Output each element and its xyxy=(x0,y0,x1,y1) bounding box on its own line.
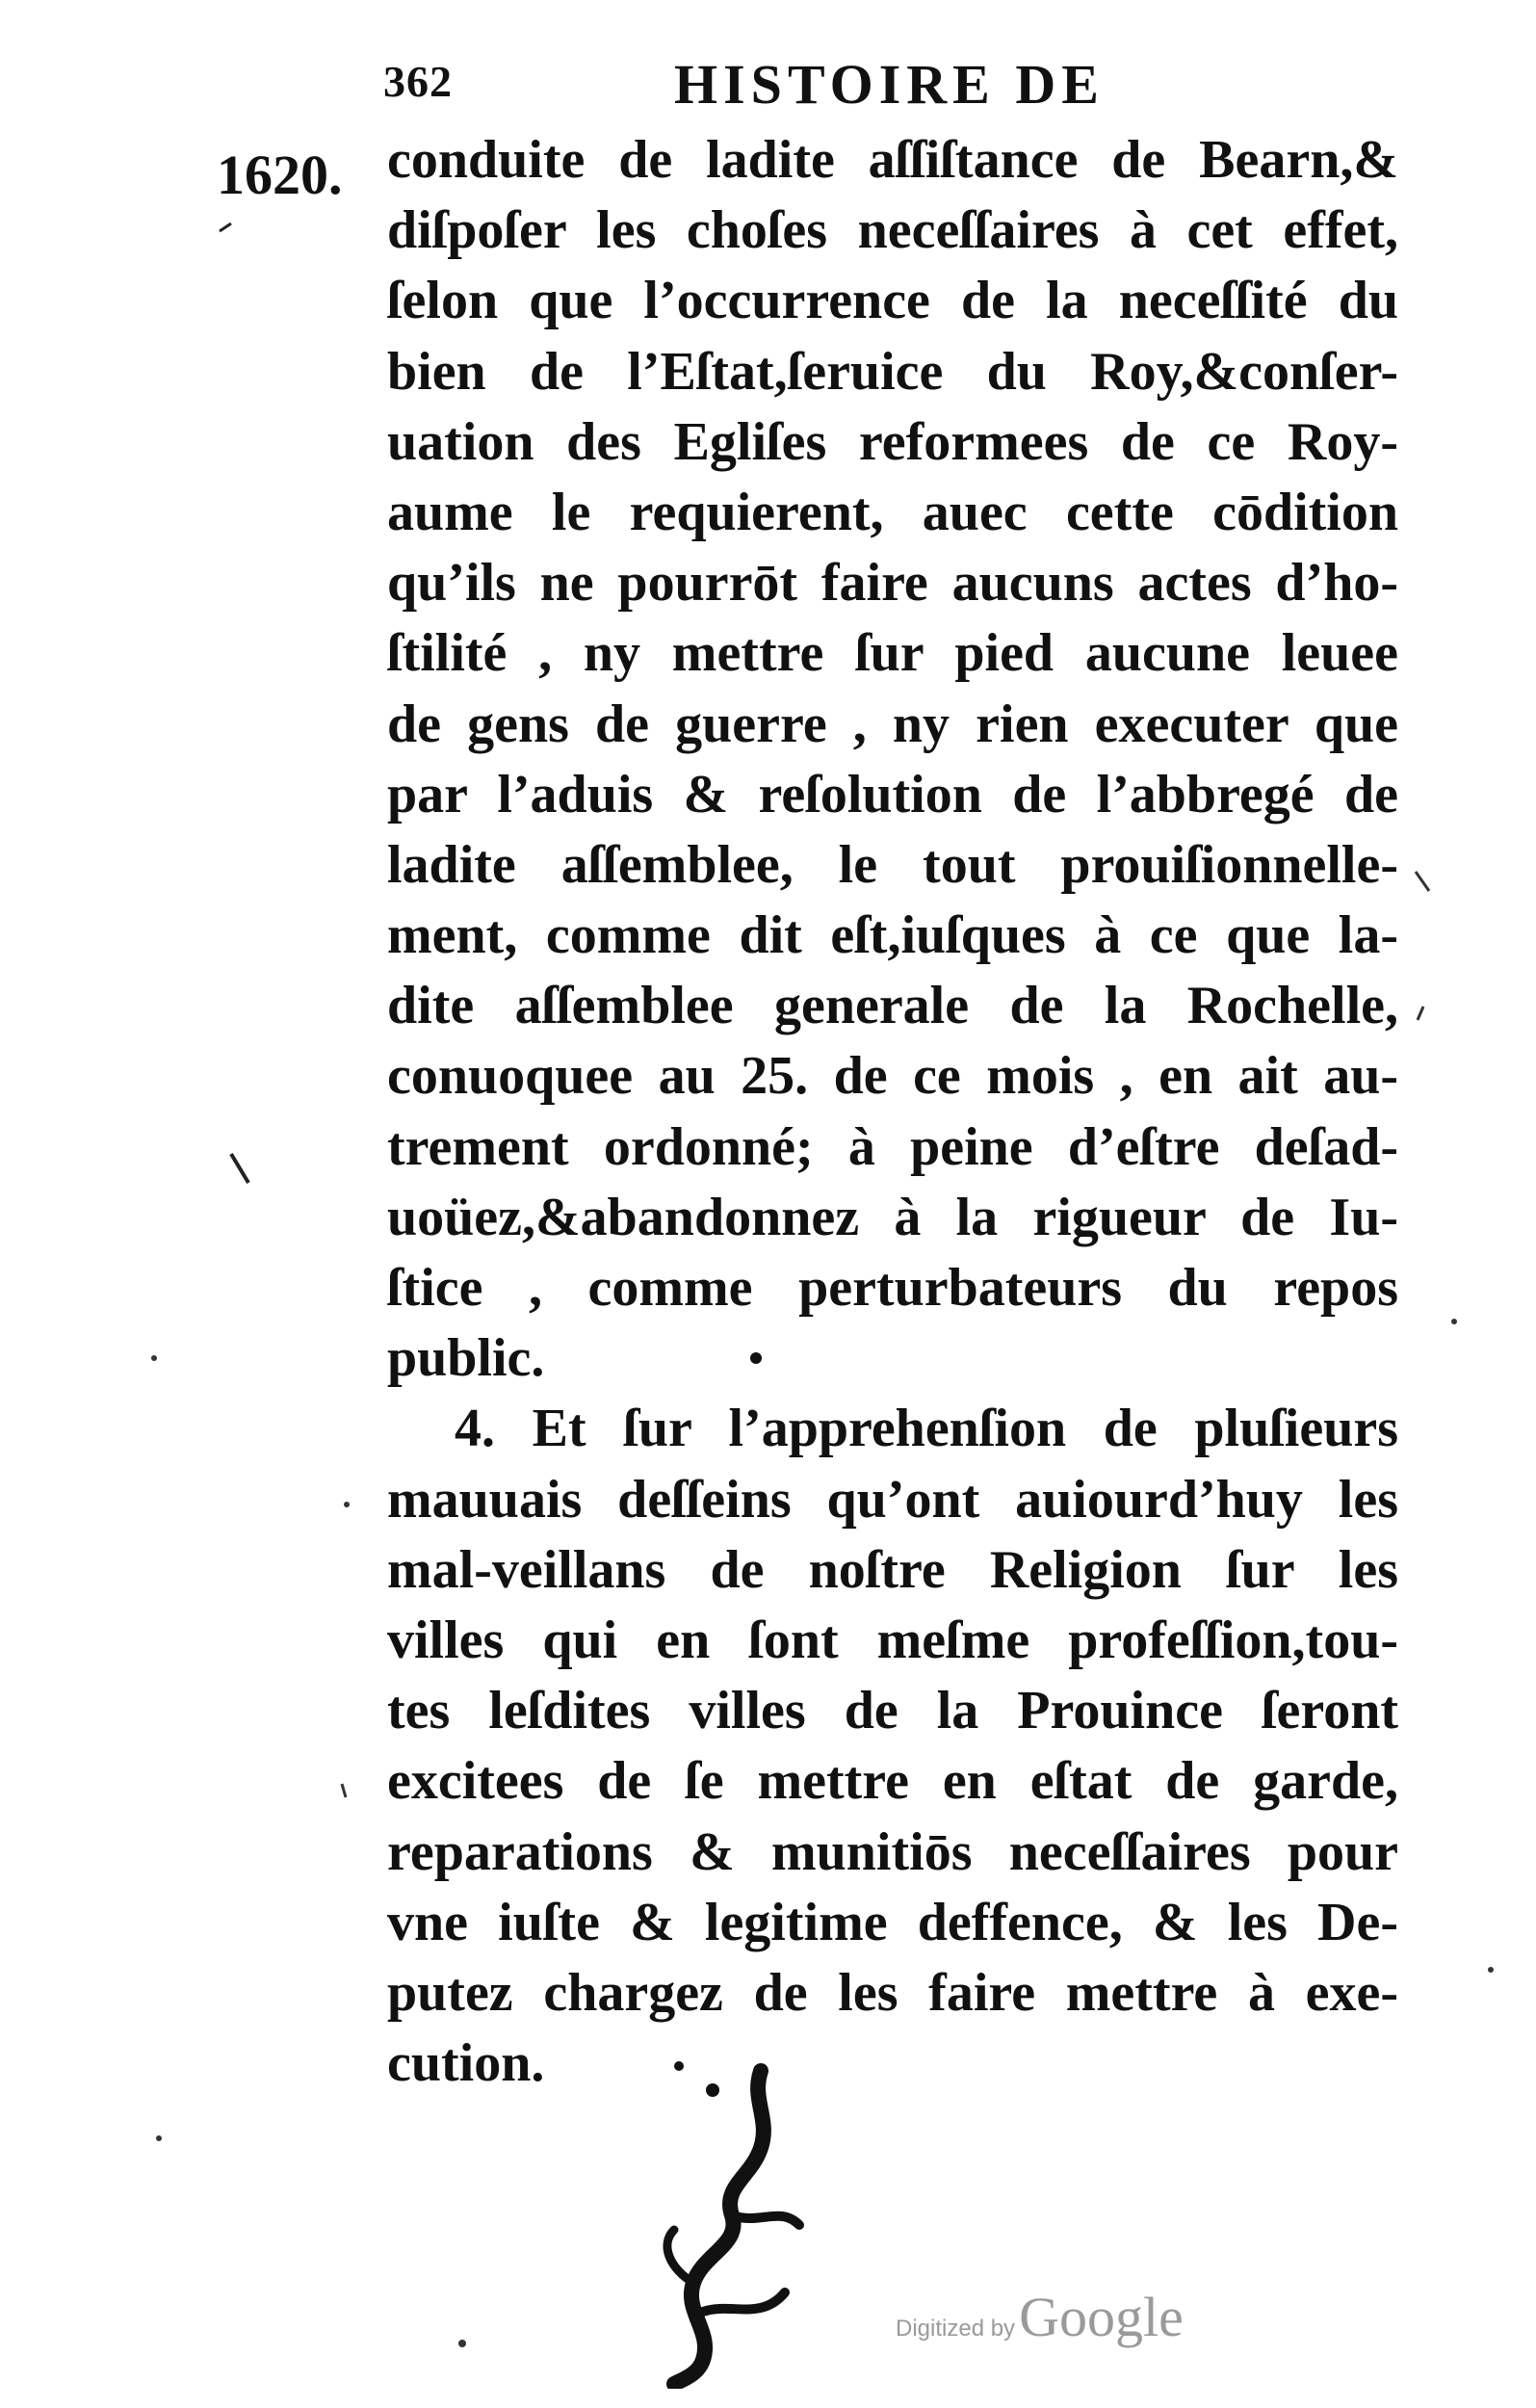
page-number: 362 xyxy=(383,57,453,106)
tail-ornament-icon xyxy=(616,2061,847,2389)
digitization-watermark xyxy=(896,2285,1184,2349)
text-line: aume le requierent, auec cette cōdition xyxy=(387,482,1398,542)
margin-year-note: 1620. xyxy=(217,144,343,206)
text-line: de gens de guerre , ny rien executer que xyxy=(387,694,1398,754)
text-line: conduite de ladite aſſiſtance de Bearn,& xyxy=(387,130,1398,190)
running-title: HISTOIRE DE xyxy=(674,53,1105,116)
text-line: ment, comme dit eſt,iuſques à ce que la- xyxy=(387,905,1398,966)
text-line: tes leſdites villes de la Prouince ſeront xyxy=(387,1681,1398,1741)
text-line: ſtilité , ny mettre ſur pied aucune leuee xyxy=(387,623,1398,684)
text-line: dite aſſemblee generale de la Rochelle, xyxy=(387,976,1398,1036)
text-line: public. xyxy=(387,1328,545,1389)
watermark-prefix: Digitized by xyxy=(896,2316,1016,2342)
text-line: trement ordonné; à peine d’eſtre deſad- xyxy=(387,1116,1398,1177)
text-line: cution. xyxy=(387,2033,545,2094)
text-line: ſtice , comme perturbateurs du repos xyxy=(387,1258,1398,1318)
text-line: mauuais deſſeins qu’ont auiourd’huy les xyxy=(387,1469,1398,1530)
text-line: putez chargez de les faire mettre à exe- xyxy=(387,1962,1398,2023)
text-line: excitees de ſe mettre en eſtat de garde, xyxy=(387,1751,1398,1812)
text-line: reparations & munitiōs neceſſaires pour xyxy=(387,1821,1398,1882)
text-line: bien de l’Eſtat,ſeruice du Roy,&conſer- xyxy=(387,341,1398,402)
paragraph-start-line: 4. Et ſur l’apprehenſion de pluſieurs xyxy=(455,1399,1398,1459)
text-line: vne iuſte & legitime deffence, & les De- xyxy=(387,1892,1398,1952)
watermark-brand: Google xyxy=(1019,2286,1184,2348)
text-line: mal-veillans de noſtre Religion ſur les xyxy=(387,1539,1398,1600)
text-line: diſpoſer les choſes neceſſaires à cet effet, xyxy=(387,200,1398,261)
text-line: ſelon que l’occurrence de la neceſſité du xyxy=(387,271,1398,331)
text-line: uation des Egliſes reformees de ce Roy- xyxy=(387,411,1398,472)
text-line: ladite aſſemblee, le tout prouiſionnelle- xyxy=(387,834,1398,895)
text-line: par l’aduis & reſolution de l’abbregé de xyxy=(387,764,1398,824)
body-text xyxy=(387,125,1398,2099)
text-line: villes qui en ſont meſme profeſſion,tou- xyxy=(387,1610,1398,1670)
text-line: qu’ils ne pourrōt faire aucuns actes d’ho- xyxy=(387,553,1398,614)
text-line: uoüez,&abandonnez à la rigueur de Iu- xyxy=(387,1187,1398,1247)
text-line: conuoquee au 25. de ce mois , en ait au- xyxy=(387,1046,1398,1107)
